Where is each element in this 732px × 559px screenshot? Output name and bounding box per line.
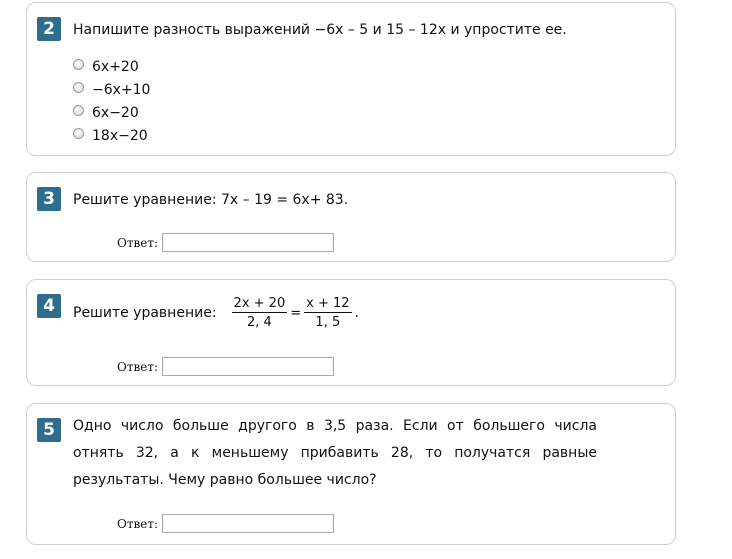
answer-label: Ответ: <box>117 517 159 531</box>
equation <box>73 296 359 330</box>
fraction-left <box>232 296 288 330</box>
radio-button[interactable] <box>73 82 84 93</box>
option-label: 6x+20 <box>92 59 139 75</box>
fraction-denominator: 2, 4 <box>246 315 272 330</box>
fraction-numerator: 2x + 20 <box>233 296 286 311</box>
question-card-3 <box>26 172 676 262</box>
fraction-numerator: x + 12 <box>306 296 350 311</box>
option-label: 6x−20 <box>92 105 139 121</box>
fraction-right <box>304 296 351 330</box>
question-card-2 <box>26 2 676 156</box>
fraction-denominator: 1, 5 <box>315 315 341 330</box>
period: . <box>354 305 359 321</box>
answer-input[interactable] <box>162 357 334 376</box>
answer-input[interactable] <box>162 233 334 252</box>
question-card-5 <box>26 403 676 545</box>
question-text: Одно число больше другого в 3,5 раза. Если от большего числа отнять 32, а к меньшему прибавить 28, то получатся равные результаты. Чему равно большее число? <box>73 418 597 488</box>
answer-label: Ответ: <box>117 360 159 374</box>
answer-option-2[interactable] <box>73 80 150 100</box>
question-text: Решите уравнение: <box>73 305 217 321</box>
equals-sign: = <box>290 305 302 321</box>
radio-button[interactable] <box>73 105 84 116</box>
answer-option-1[interactable] <box>73 57 139 77</box>
question-number-badge: 4 <box>37 294 61 318</box>
question-card-4 <box>26 279 676 386</box>
answer-option-4[interactable] <box>73 126 148 146</box>
radio-button[interactable] <box>73 59 84 70</box>
answer-option-3[interactable] <box>73 103 139 123</box>
question-number-badge: 5 <box>37 418 61 442</box>
question-text: Напишите разность выражений −6x – 5 и 15 – 12x и упростите ее. <box>73 22 567 38</box>
question-text: Решите уравнение: 7x – 19 = 6x+ 83. <box>73 192 349 208</box>
question-number-badge: 2 <box>37 17 61 41</box>
radio-button[interactable] <box>73 128 84 139</box>
answer-label: Ответ: <box>117 236 159 250</box>
answer-input[interactable] <box>162 514 334 533</box>
option-label: 18x−20 <box>92 128 148 144</box>
question-number-badge: 3 <box>37 187 61 211</box>
option-label: −6x+10 <box>92 82 151 98</box>
